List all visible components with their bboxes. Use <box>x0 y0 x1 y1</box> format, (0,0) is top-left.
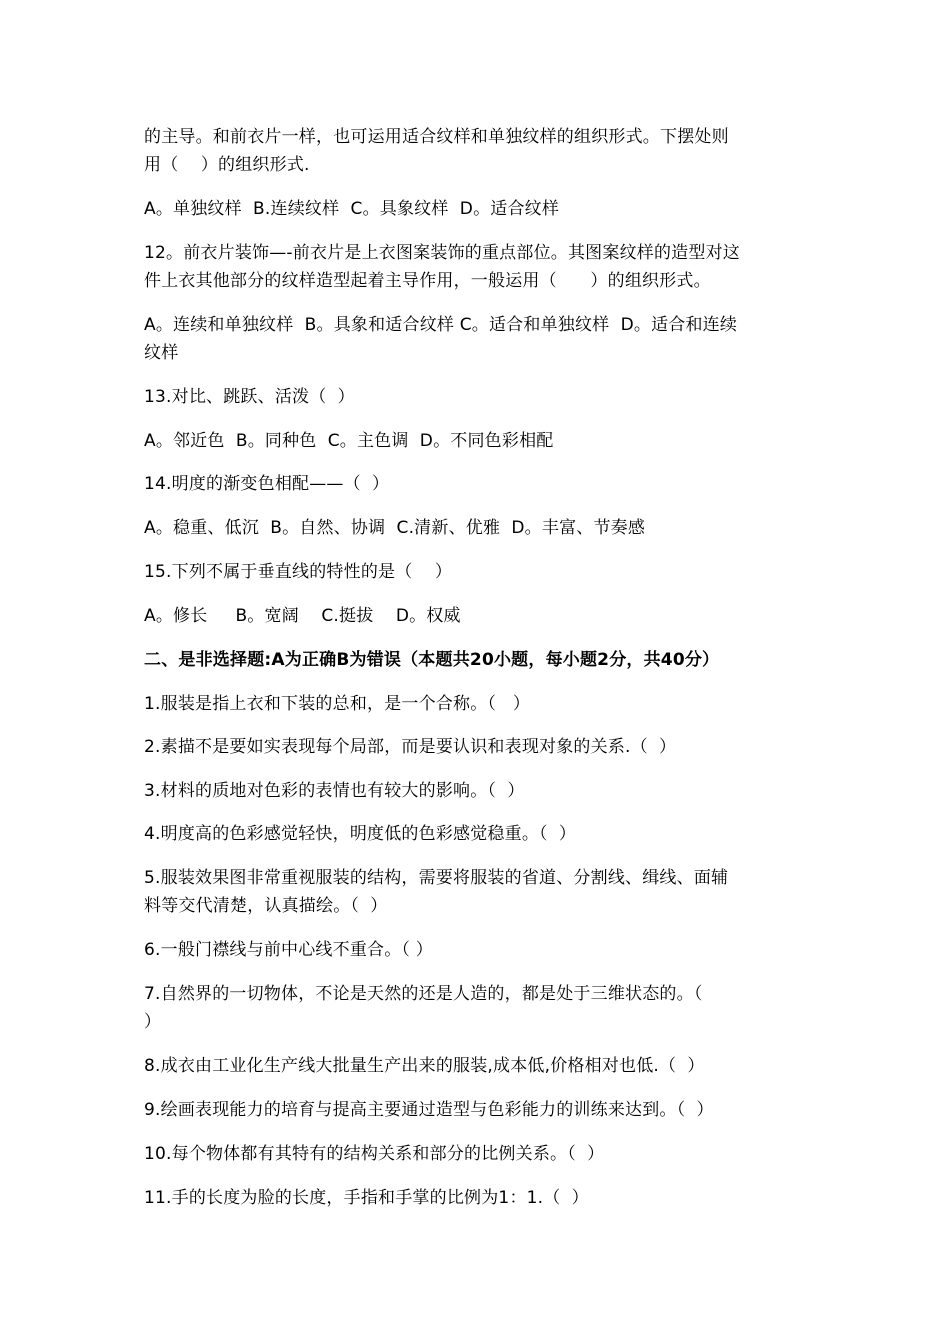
question-12-options-line-1: A。连续和单独纹样 B。具象和适合纹样 C。适合和单独纹样 D。适合和连续 <box>144 315 738 335</box>
tf-question-4: 4.明度高的色彩感觉轻快，明度低的色彩感觉稳重。（ ） <box>144 824 577 844</box>
question-14-options: A。稳重、低沉 B。自然、协调 C.清新、优雅 D。丰富、节奏感 <box>144 518 646 538</box>
question-15-options: A。修长 B。宽阔 C.挺拔 D。权威 <box>144 606 461 626</box>
tf-question-5-line-1: 5.服装效果图非常重视服装的结构，需要将服装的省道、分割线、缉线、面辅 <box>144 868 729 888</box>
tf-question-1: 1.服装是指上衣和下装的总和，是一个合称。（ ） <box>144 694 531 714</box>
question-12-options-line-2: 纹样 <box>144 343 179 363</box>
tf-question-5-line-2: 料等交代清楚，认真描绘。（ ） <box>144 896 388 916</box>
continuation-text-line-1: 的主导。和前衣片一样，也可运用适合纹样和单独纹样的组织形式。下摆处则 <box>144 127 729 147</box>
question-14: 14.明度的渐变色相配——（ ） <box>144 474 390 494</box>
question-15: 15.下列不属于垂直线的特性的是（ ） <box>144 562 453 582</box>
tf-question-6: 6.一般门襟线与前中心线不重合。（ ） <box>144 940 433 960</box>
continuation-options: A。单独纹样 B.连续纹样 C。具象纹样 D。适合纹样 <box>144 199 560 219</box>
question-13-options: A。邻近色 B。同种色 C。主色调 D。不同色彩相配 <box>144 431 554 451</box>
question-12-line-1: 12。前衣片装饰—-前衣片是上衣图案装饰的重点部位。其图案纹样的造型对这 <box>144 243 740 263</box>
tf-question-11: 11.手的长度为脸的长度，手指和手掌的比例为1：1.（ ） <box>144 1188 589 1208</box>
tf-question-9: 9.绘画表现能力的培育与提高主要通过造型与色彩能力的训练来达到。（ ） <box>144 1100 714 1120</box>
tf-question-7-line-2: ） <box>144 1012 162 1032</box>
tf-question-8: 8.成衣由工业化生产线大批量生产出来的服装,成本低,价格相对也低.（ ） <box>144 1056 705 1076</box>
tf-question-7-line-1: 7.自然界的一切物体，不论是天然的还是人造的，都是处于三维状态的。（ <box>144 984 703 1004</box>
tf-question-10: 10.每个物体都有其特有的结构关系和部分的比例关系。（ ） <box>144 1144 605 1164</box>
question-13: 13.对比、跳跃、活泼（ ） <box>144 387 355 407</box>
question-12-line-2: 件上衣其他部分的纹样造型起着主导作用，一般运用（ ）的组织形式。 <box>144 271 711 291</box>
tf-question-3: 3.材料的质地对色彩的表情也有较大的影响。（ ） <box>144 781 525 801</box>
section-2-heading: 二、是非选择题:A为正确B为错误（本题共20小题，每小题2分，共40分） <box>144 650 720 670</box>
tf-question-2: 2.素描不是要如实表现每个局部，而是要认识和表现对象的关系.（ ） <box>144 737 677 757</box>
continuation-text-line-2: 用（ ）的组织形式. <box>144 155 310 175</box>
